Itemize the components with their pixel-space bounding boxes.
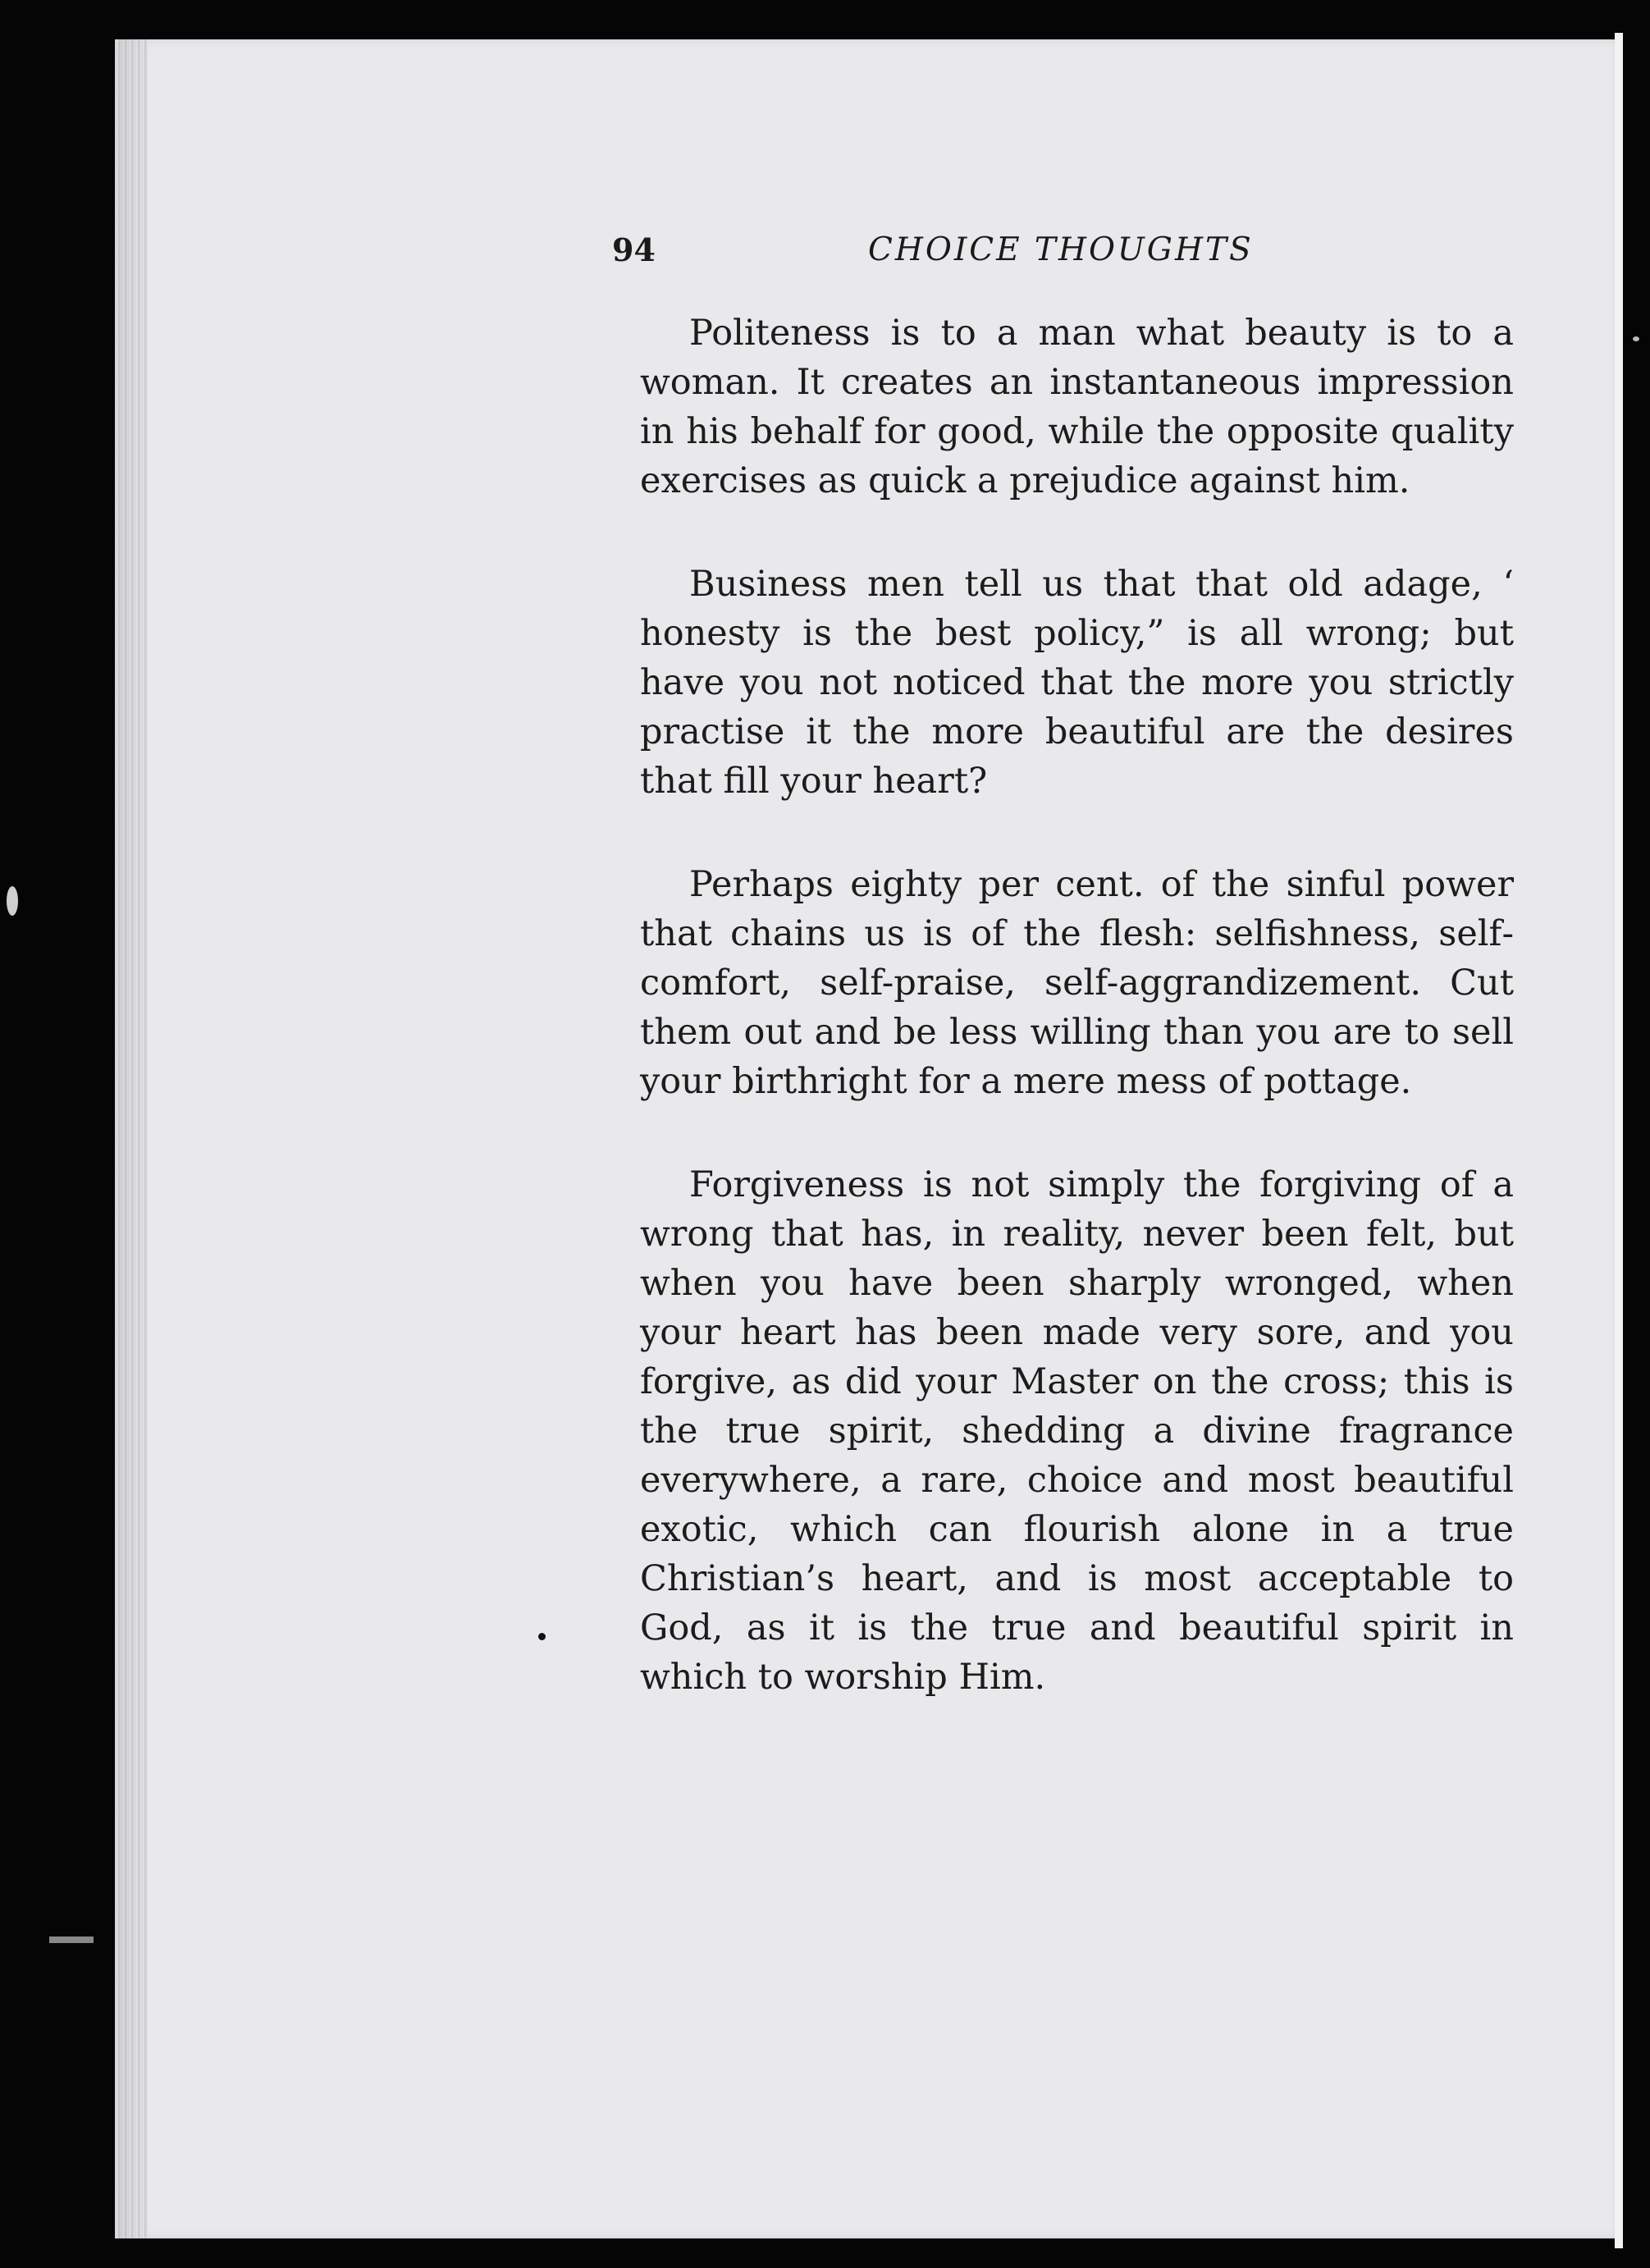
page-right-edge [1615, 33, 1623, 2248]
scan-artifact [49, 1936, 94, 1943]
scan-speck [1633, 336, 1639, 341]
paragraph-politeness: Politeness is to a man what beauty is to a woman. It creates an instantaneous impression in his behalf for good, while the opposite quality exercises as quick a prejudice against him. [640, 313, 1514, 501]
page-stack-edge [115, 39, 148, 2238]
paragraph-honesty: Business men tell us that that old adage, ‘ honesty is the best policy,” is all wrong; but have you not noticed that the more you strictly practise it the more beautiful are the desires that fill your heart? [640, 564, 1514, 802]
paragraph-forgiveness: Forgiveness is not simply the forgiving of a wrong that has, in reality, never been felt, but when you have been sharply wronged, when your heart has been made very sore, and you forgive, as did your Master on the cross; this is the true spirit, shedding a divine fragrance everywhere, a rare, choice and most beautiful exotic, which can flourish alone in a true Christian’s heart, and is most acceptable to God, as it is the true and beautiful spirit in which to worship Him. [640, 1164, 1514, 1698]
page-body [640, 309, 1514, 1702]
page-header [612, 231, 1285, 281]
page-number: 94 [612, 231, 656, 268]
running-title: CHOICE THOUGHTS [868, 231, 1254, 268]
paragraph-sinful-power: Perhaps eighty per cent. of the sinful power that chains us is of the flesh: selfishness, selfcomfort, self-praise, self-aggrandizement. Cut them out and be less willing than you are to sell your birthright for a mere mess of pottage. [640, 864, 1514, 1102]
scan-speck [538, 1633, 546, 1640]
scan-artifact [7, 886, 18, 916]
